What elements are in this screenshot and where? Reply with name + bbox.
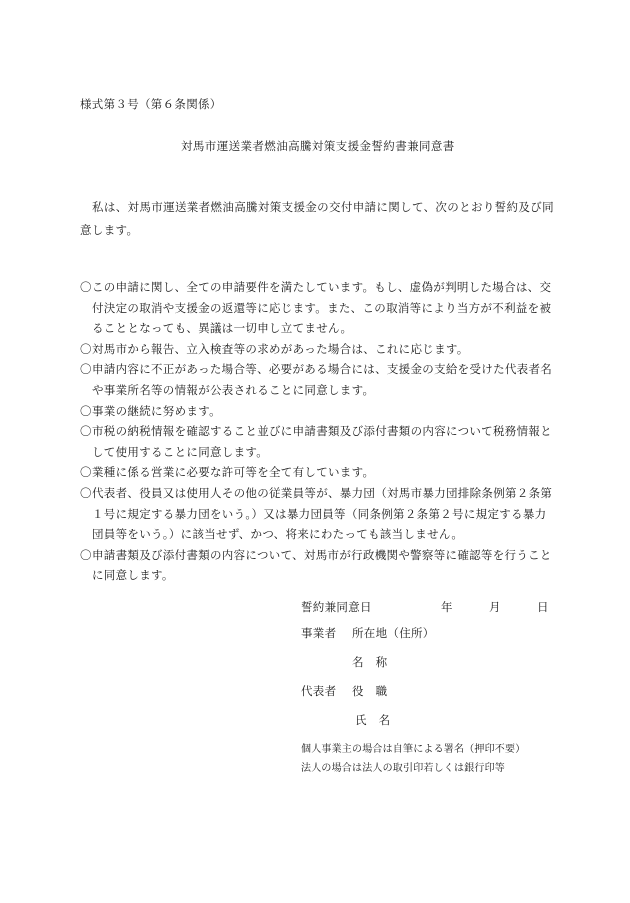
bullet-circle-icon: 〇	[80, 547, 92, 562]
date-year-label: 年	[441, 600, 453, 614]
pledge-item-text: 申請内容に不正があった場合等、必要がある場合には、支援金の支給を受けた代表者名や事業所名等の情報が公表されることに同意します。	[92, 362, 553, 397]
pledge-item	[80, 483, 556, 545]
date-day-label: 日	[537, 600, 549, 614]
note-individual: 個人事業主の場合は自筆による署名（押印不要）	[301, 744, 526, 755]
business-name-label: 名 称	[352, 655, 388, 669]
note-corporation: 法人の場合は法人の取引印若しくは銀行印等	[301, 763, 505, 774]
pledge-item-text: この申請に関し、全ての申請要件を満たしています。もし、虚偽が判明した場合は、交付決定の取消や支援金の返還等に応じます。また、この取消等により当方が不利益を被ることとなっても、異議は一切申し立てません。	[92, 280, 552, 336]
pledge-item-text: 業種に係る営業に必要な許可等を全て有しています。	[92, 465, 375, 480]
pledge-item-text: 代表者、役員又は使用人その他の従業員等が、暴力団（対馬市暴力団排除条例第２条第１号に規定する暴力団をいう。）又は暴力団員等（同条例第２条第２号に規定する暴力団員等をいう。）に該当せず、かつ、将来にわたっても該当しません。	[92, 485, 553, 542]
document-title: 対馬市運送業者燃油高騰対策支援金誓約書兼同意書	[181, 139, 455, 153]
pledge-item-text: 市税の納税情報を確認すること並びに申請書類及び添付書類の内容について税務情報として使用することに同意します。	[92, 424, 552, 459]
bullet-circle-icon: 〇	[80, 424, 92, 439]
pledge-item-text: 対馬市から報告、立入検査等の求めがあった場合は、これに応じます。	[92, 341, 469, 356]
pledge-item	[80, 545, 556, 586]
form-number: 様式第３号（第６条関係）	[80, 97, 222, 111]
person-name-label: 氏 名	[355, 713, 391, 727]
pledge-item	[80, 277, 556, 339]
representative-label: 代表者	[301, 684, 337, 698]
date-month-label: 月	[489, 600, 501, 614]
intro-paragraph: 私は、対馬市運送業者燃油高騰対策支援金の交付申請に関して、次のとおり誓約及び同意します。	[80, 200, 554, 237]
pledge-item	[80, 339, 556, 360]
pledge-item-text: 申請書類及び添付書類の内容について、対馬市が行政機関や警察等に確認等を行うことに同意します。	[92, 547, 552, 583]
pledge-item	[80, 421, 556, 462]
pledge-list	[80, 277, 556, 586]
address-label: 所在地（住所）	[352, 626, 435, 640]
bullet-circle-icon: 〇	[80, 341, 92, 356]
position-label: 役 職	[352, 684, 388, 698]
business-label: 事業者	[301, 626, 337, 640]
bullet-circle-icon: 〇	[80, 403, 92, 418]
pledge-item	[80, 462, 556, 483]
bullet-circle-icon: 〇	[80, 485, 92, 500]
bullet-circle-icon: 〇	[80, 465, 92, 480]
pledge-item	[80, 401, 556, 422]
bullet-circle-icon: 〇	[80, 362, 92, 377]
pledge-date-label: 誓約兼同意日	[301, 600, 372, 614]
pledge-item-text: 事業の継続に努めます。	[92, 403, 221, 418]
pledge-item	[80, 359, 556, 400]
bullet-circle-icon: 〇	[80, 280, 92, 294]
